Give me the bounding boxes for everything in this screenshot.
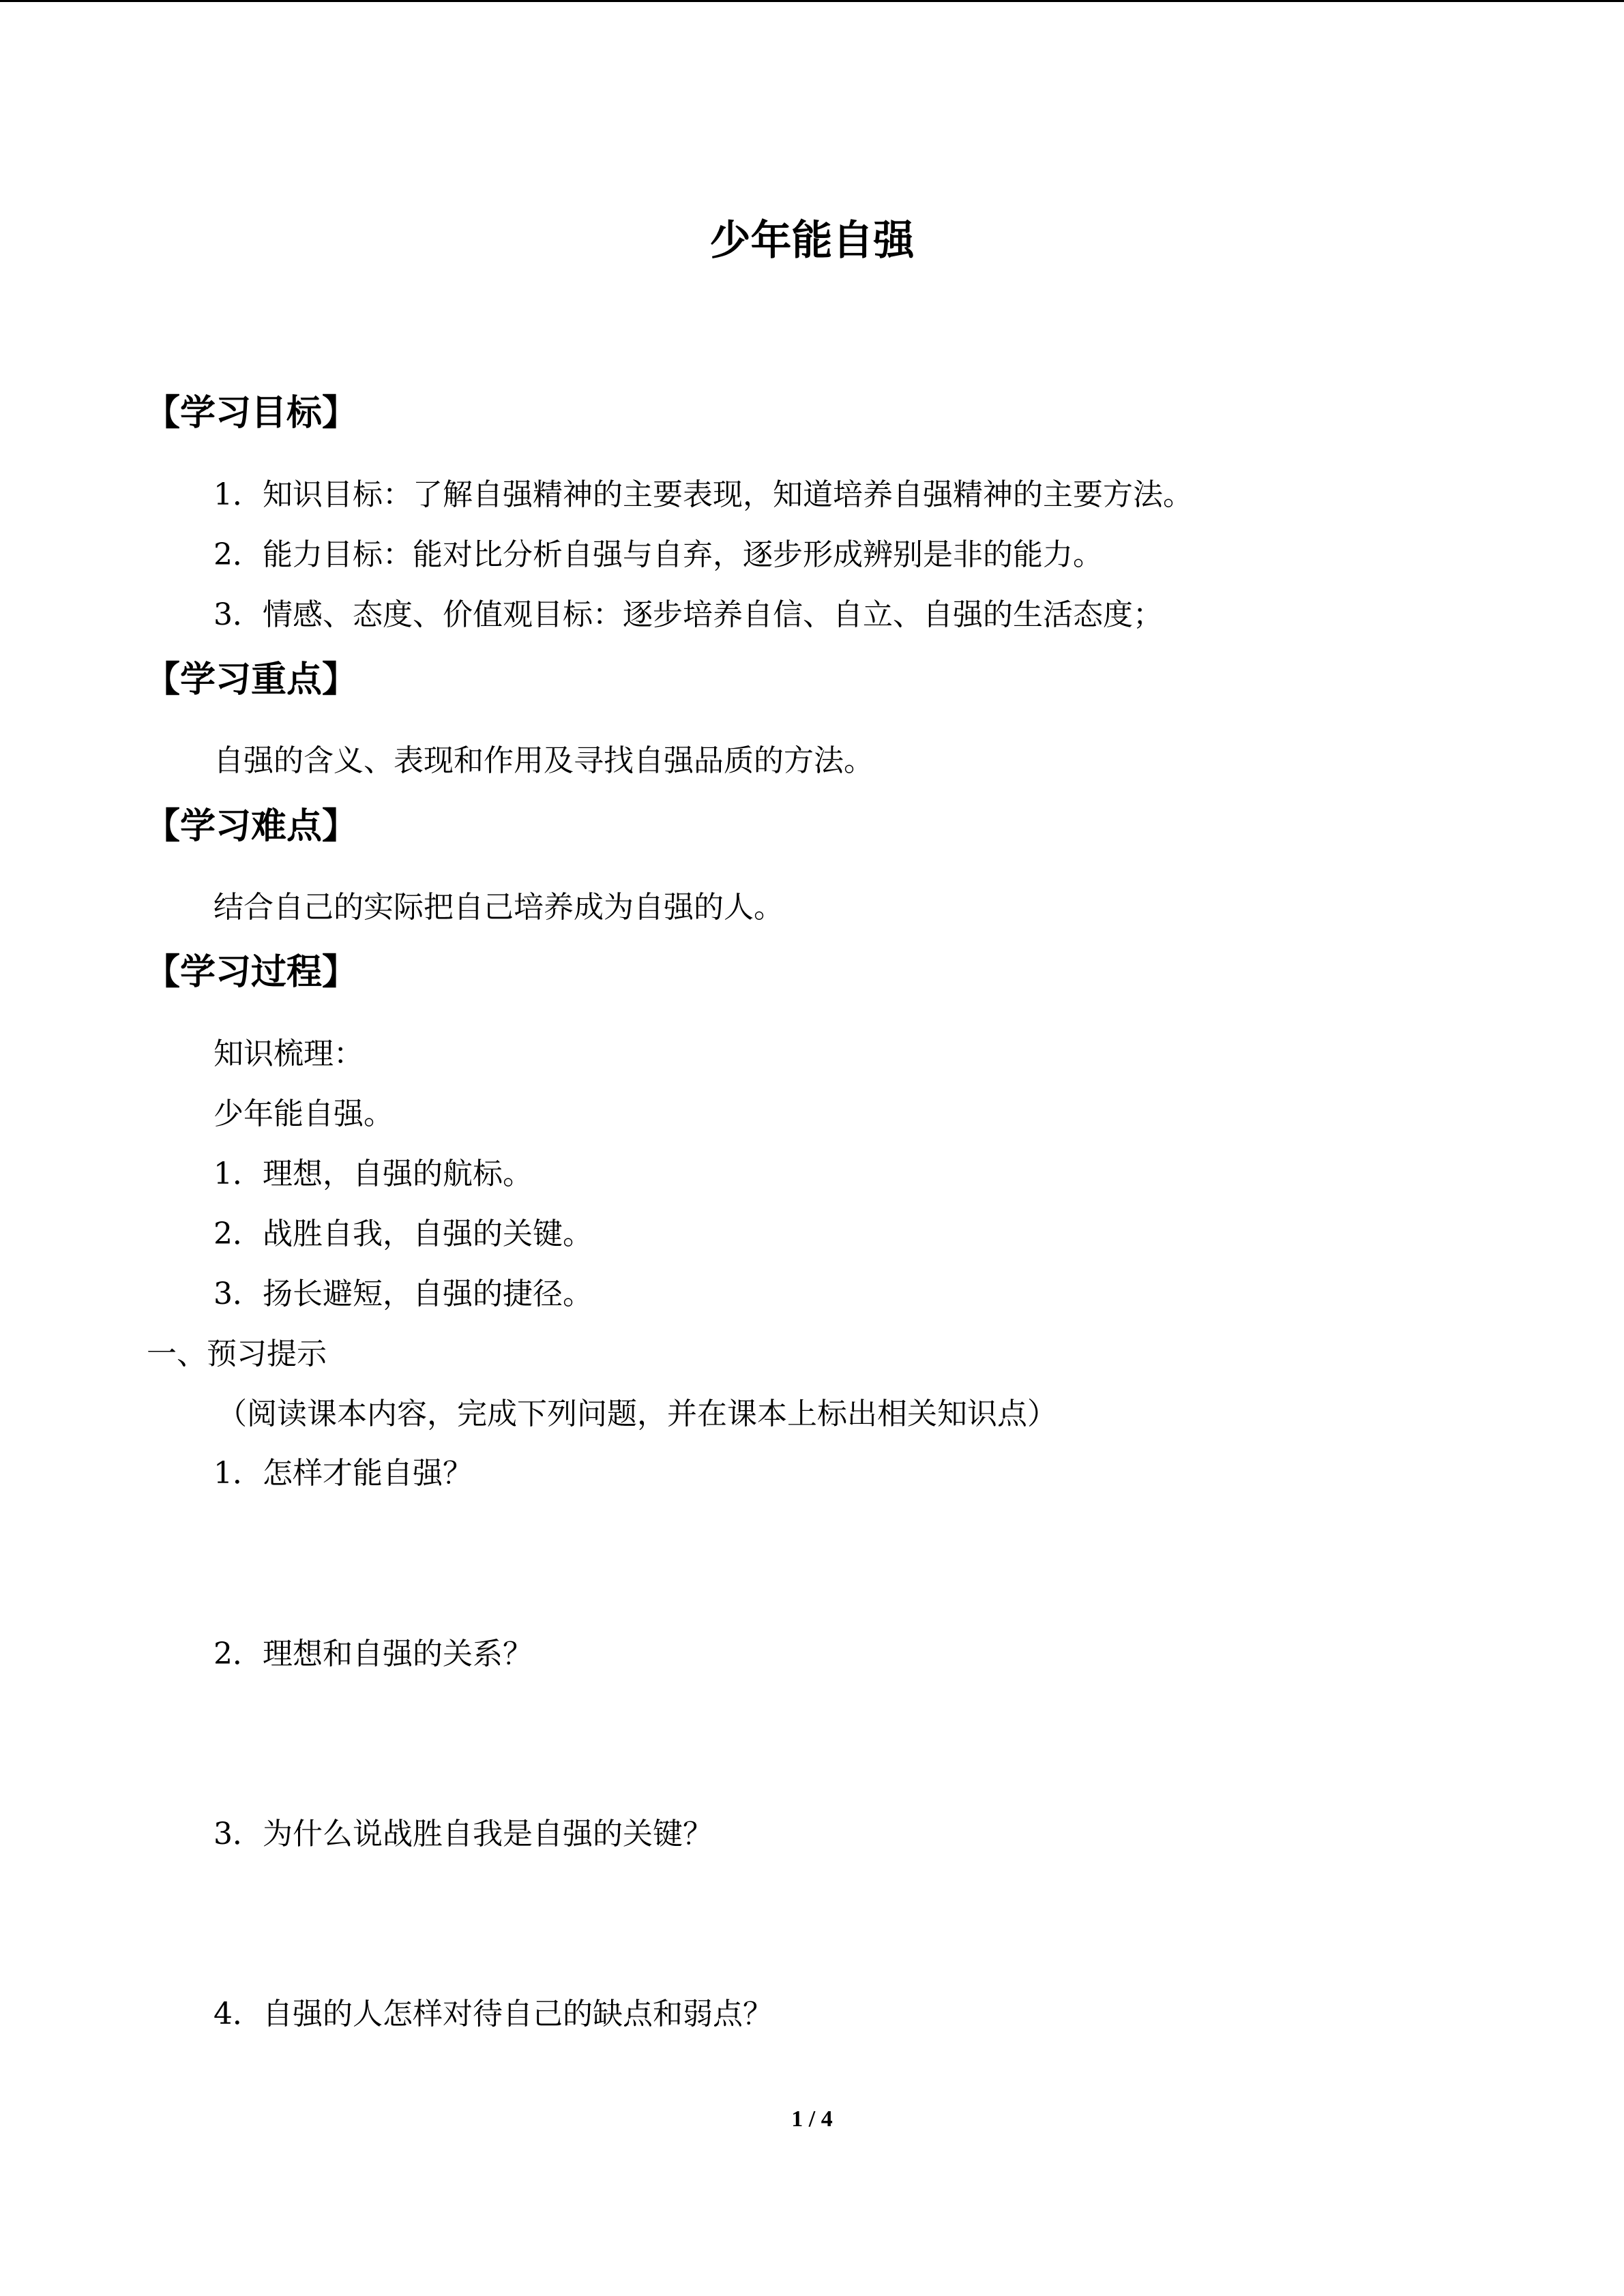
- preview-heading: 一、预习提示: [147, 1337, 327, 1371]
- preview-question-1: 1．怎样才能自强？: [213, 1456, 473, 1491]
- key-points-text: 自强的含义、表现和作用及寻找自强品质的方法。: [213, 743, 874, 778]
- objective-item-3: 3．情感、态度、价值观目标：逐步培养自信、自立、自强的生活态度；: [213, 597, 1163, 632]
- process-line-2: 少年能自强。: [213, 1097, 394, 1131]
- difficulties-text: 结合自己的实际把自己培养成为自强的人。: [213, 890, 784, 925]
- preview-question-3: 3．为什么说战胜自我是自强的关键？: [213, 1817, 713, 1851]
- section-heading-objectives: 【学习目标】: [145, 393, 358, 434]
- preview-question-2: 2．理想和自强的关系？: [213, 1637, 533, 1671]
- process-line-4: 2．战胜自我，自强的关键。: [213, 1217, 593, 1251]
- page-top-border: [0, 0, 1624, 2]
- document-title: 少年能自强: [709, 217, 915, 265]
- section-heading-key-points: 【学习重点】: [145, 659, 358, 700]
- page-number: 1 / 4: [791, 2106, 833, 2132]
- process-line-5: 3．扬长避短，自强的捷径。: [213, 1277, 593, 1311]
- preview-question-4: 4．自强的人怎样对待自己的缺点和弱点？: [213, 1997, 773, 2031]
- section-heading-process: 【学习过程】: [145, 952, 358, 993]
- process-line-3: 1．理想，自强的航标。: [213, 1157, 533, 1191]
- process-line-1: 知识梳理：: [213, 1037, 364, 1071]
- section-heading-difficulties: 【学习难点】: [145, 806, 358, 847]
- preview-instruction: （阅读课本内容，完成下列问题，并在课本上标出相关知识点）: [217, 1397, 1057, 1431]
- objective-item-1: 1．知识目标：了解自强精神的主要表现，知道培养自强精神的主要方法。: [213, 477, 1193, 512]
- objective-item-2: 2．能力目标：能对比分析自强与自弃，逐步形成辨别是非的能力。: [213, 537, 1103, 572]
